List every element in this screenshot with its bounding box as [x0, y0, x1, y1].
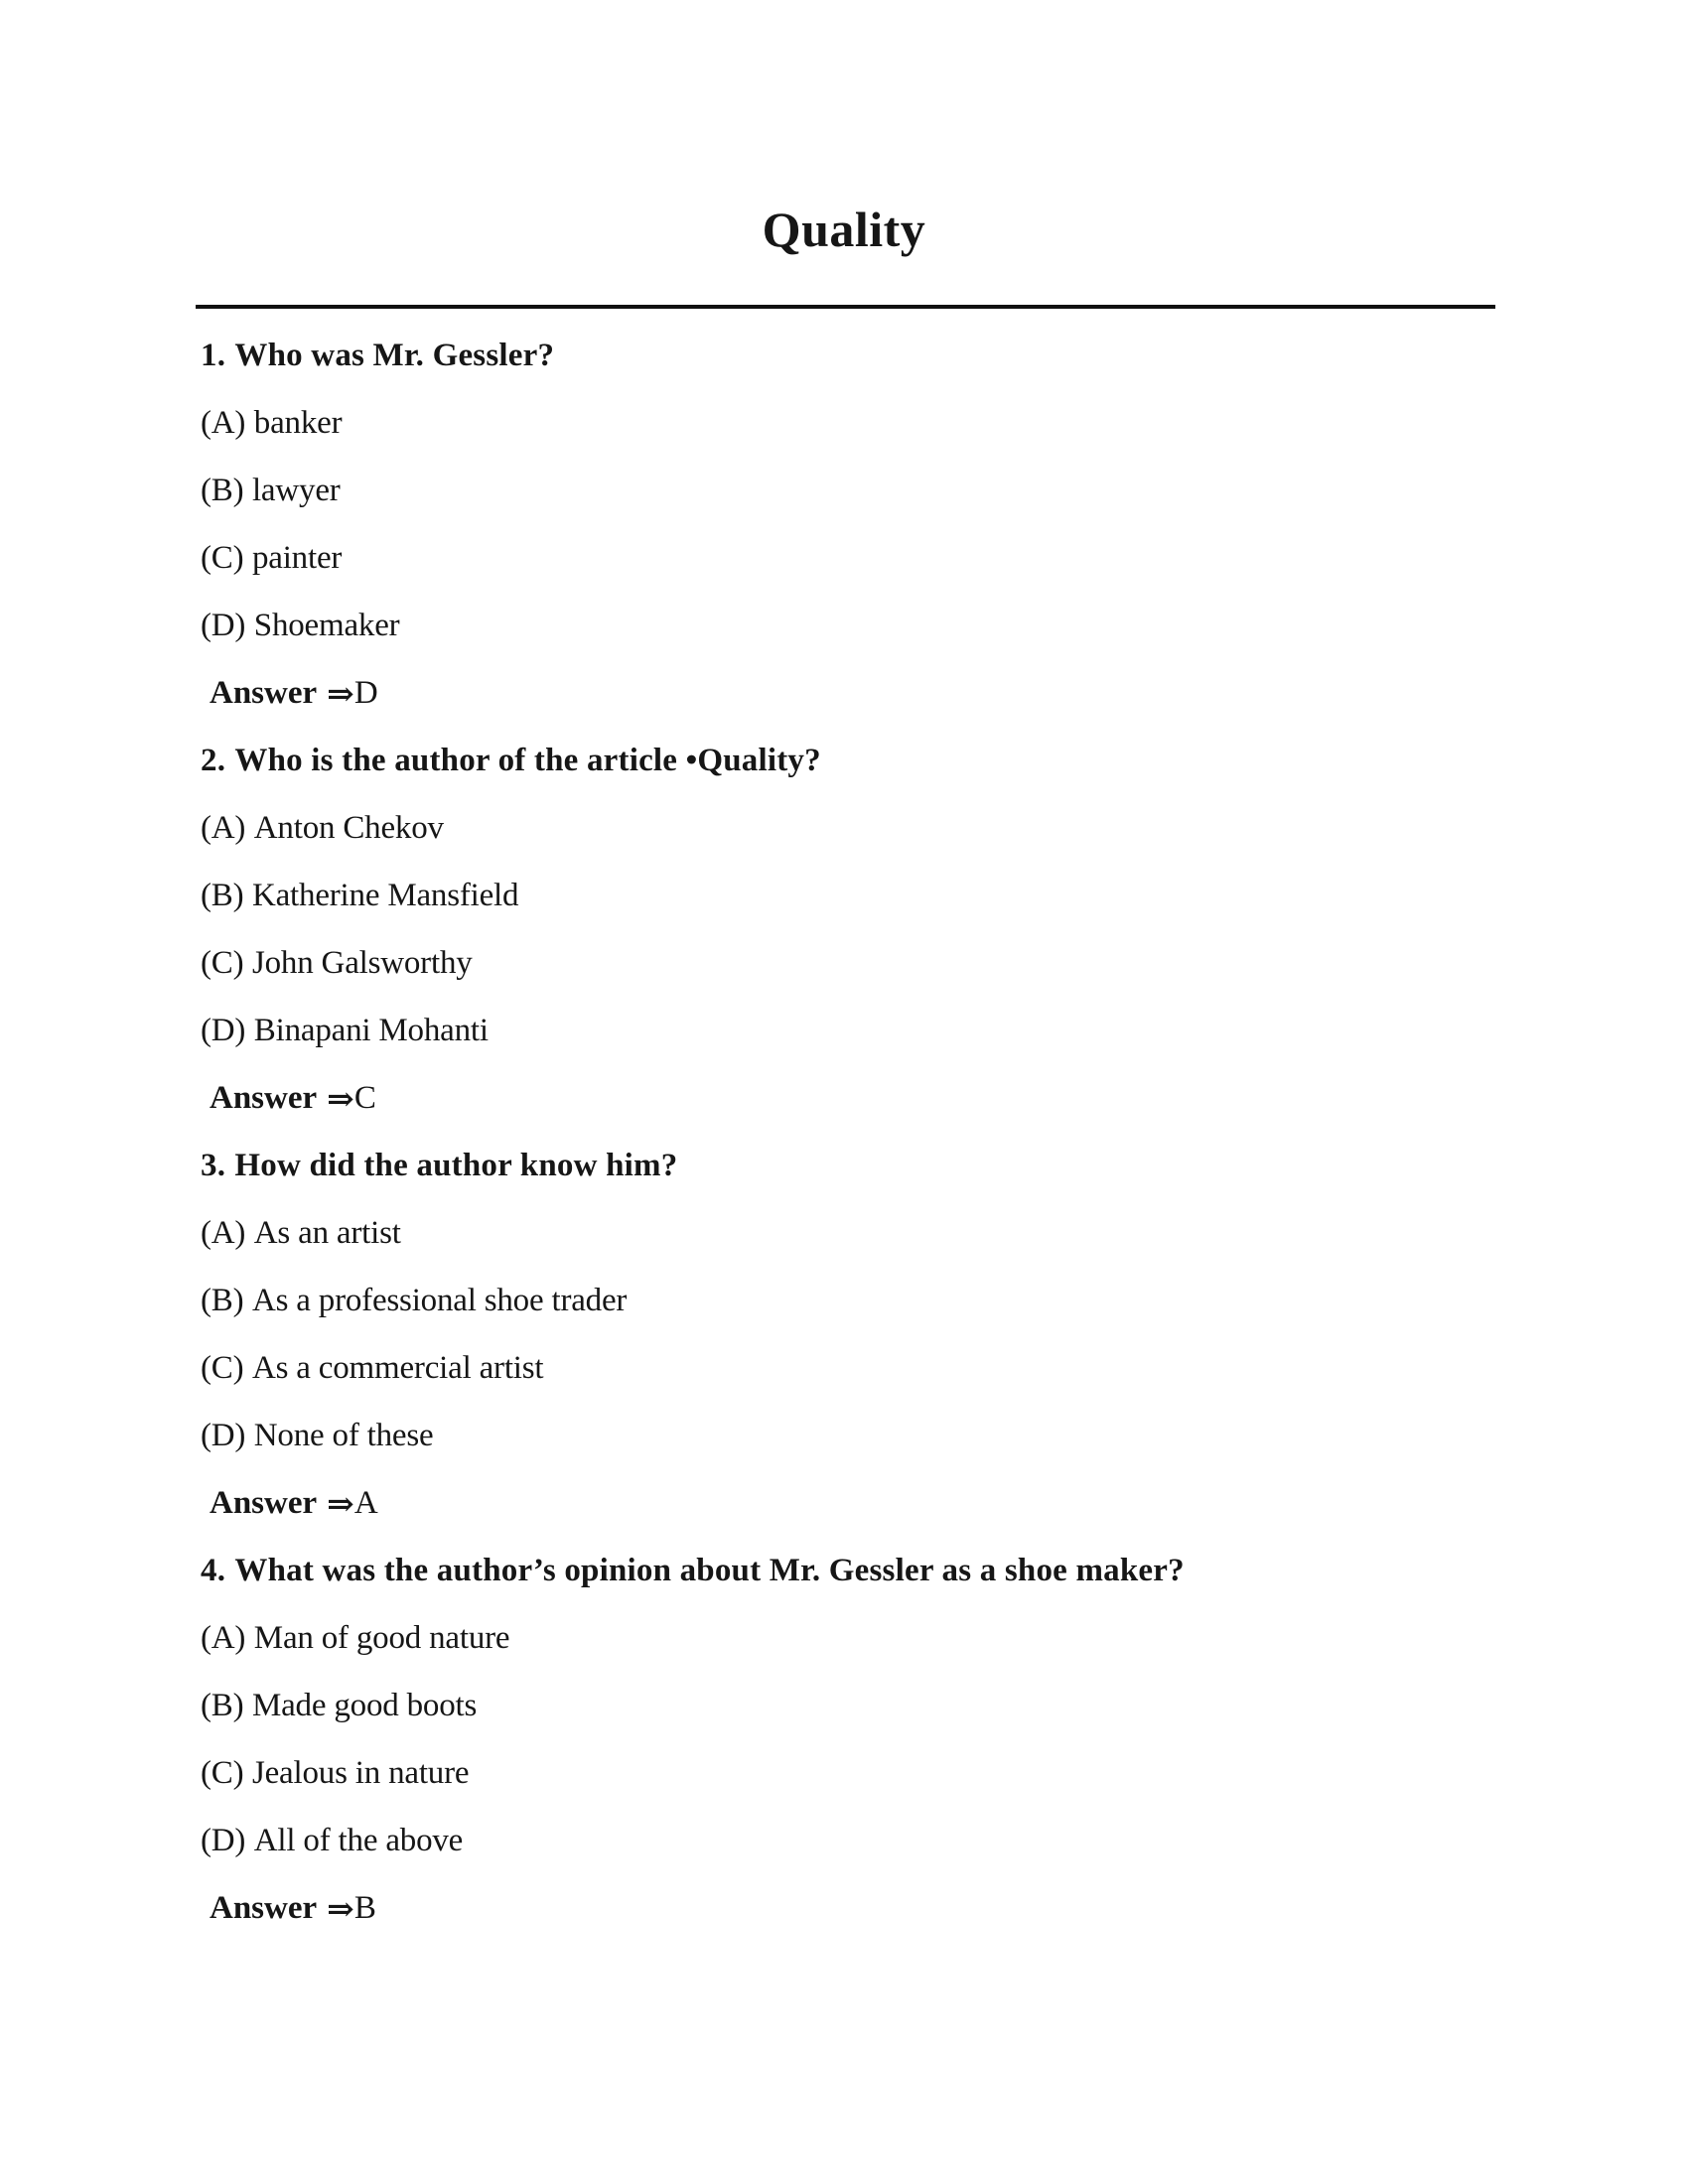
option-text: John Galsworthy [251, 944, 473, 981]
option-text: Man of good nature [253, 1619, 510, 1656]
answer-letter: C [353, 1079, 376, 1116]
option-label: (B) [201, 1687, 244, 1723]
question-3-option-b [201, 1267, 1688, 1334]
question-4-answer [210, 1874, 1688, 1942]
double-arrow-icon: ⇒ [327, 1483, 354, 1523]
option-label: (A) [201, 404, 246, 441]
option-label: (C) [201, 1349, 244, 1386]
option-text: As a professional shoe trader [251, 1282, 628, 1318]
question-1-option-d [201, 592, 1688, 659]
question-4-option-d [201, 1807, 1688, 1874]
question-4-option-c [201, 1739, 1688, 1807]
question-2-text: Who is the author of the article •Quality? [234, 742, 821, 778]
option-text: Shoemaker [253, 607, 400, 643]
title-rule [196, 305, 1495, 309]
option-label: (D) [201, 607, 246, 643]
answer-label: Answer [210, 1484, 318, 1521]
question-3-option-c [201, 1334, 1688, 1402]
option-label: (A) [201, 1619, 246, 1656]
question-4-number: 4. [201, 1552, 226, 1588]
question-2 [201, 727, 1688, 794]
option-label: (D) [201, 1417, 246, 1453]
option-label: (D) [201, 1822, 246, 1858]
answer-letter: D [353, 674, 378, 711]
question-3 [201, 1132, 1688, 1199]
option-text: Katherine Mansfield [251, 877, 519, 913]
option-text: Binapani Mohanti [253, 1012, 489, 1048]
answer-letter: A [353, 1484, 378, 1521]
option-text: All of the above [253, 1822, 464, 1858]
question-3-text: How did the author know him? [234, 1147, 678, 1183]
question-4-option-a [201, 1604, 1688, 1672]
option-label: (B) [201, 1282, 244, 1318]
question-1-option-b [201, 457, 1688, 524]
option-label: (D) [201, 1012, 246, 1048]
option-label: (B) [201, 877, 244, 913]
question-3-option-d [201, 1402, 1688, 1469]
question-1-option-a [201, 389, 1688, 457]
question-1-option-c [201, 524, 1688, 592]
double-arrow-icon: ⇒ [327, 673, 354, 713]
option-text: None of these [253, 1417, 434, 1453]
option-text: painter [251, 539, 343, 576]
question-2-option-c [201, 929, 1688, 997]
question-4-option-b [201, 1672, 1688, 1739]
option-text: Made good boots [251, 1687, 478, 1723]
option-label: (B) [201, 472, 244, 508]
question-3-option-a [201, 1199, 1688, 1267]
question-2-number: 2. [201, 742, 226, 778]
option-text: Anton Chekov [253, 809, 444, 846]
question-4-text: What was the author’s opinion about Mr. Gessler as a shoe maker? [234, 1552, 1185, 1588]
option-label: (A) [201, 809, 246, 846]
answer-label: Answer [210, 674, 318, 711]
answer-letter: B [353, 1889, 376, 1926]
question-1-answer [210, 659, 1688, 727]
question-3-number: 3. [201, 1147, 226, 1183]
question-3-answer [210, 1469, 1688, 1537]
question-1-number: 1. [201, 337, 226, 373]
question-4 [201, 1537, 1688, 1604]
double-arrow-icon: ⇒ [327, 1888, 354, 1928]
option-label: (A) [201, 1214, 246, 1251]
option-text: lawyer [251, 472, 341, 508]
option-label: (C) [201, 944, 244, 981]
option-text: Jealous in nature [251, 1754, 470, 1791]
option-label: (C) [201, 1754, 244, 1791]
questions-list [201, 322, 1688, 1942]
option-label: (C) [201, 539, 244, 576]
option-text: banker [253, 404, 343, 441]
option-text: As a commercial artist [251, 1349, 544, 1386]
question-2-answer [210, 1064, 1688, 1132]
answer-label: Answer [210, 1889, 318, 1926]
double-arrow-icon: ⇒ [327, 1078, 354, 1118]
question-2-option-d [201, 997, 1688, 1064]
answer-label: Answer [210, 1079, 318, 1116]
question-2-option-b [201, 862, 1688, 929]
question-1-text: Who was Mr. Gessler? [234, 337, 555, 373]
question-1 [201, 322, 1688, 389]
page-title: Quality [762, 202, 926, 257]
option-text: As an artist [253, 1214, 401, 1251]
question-2-option-a [201, 794, 1688, 862]
